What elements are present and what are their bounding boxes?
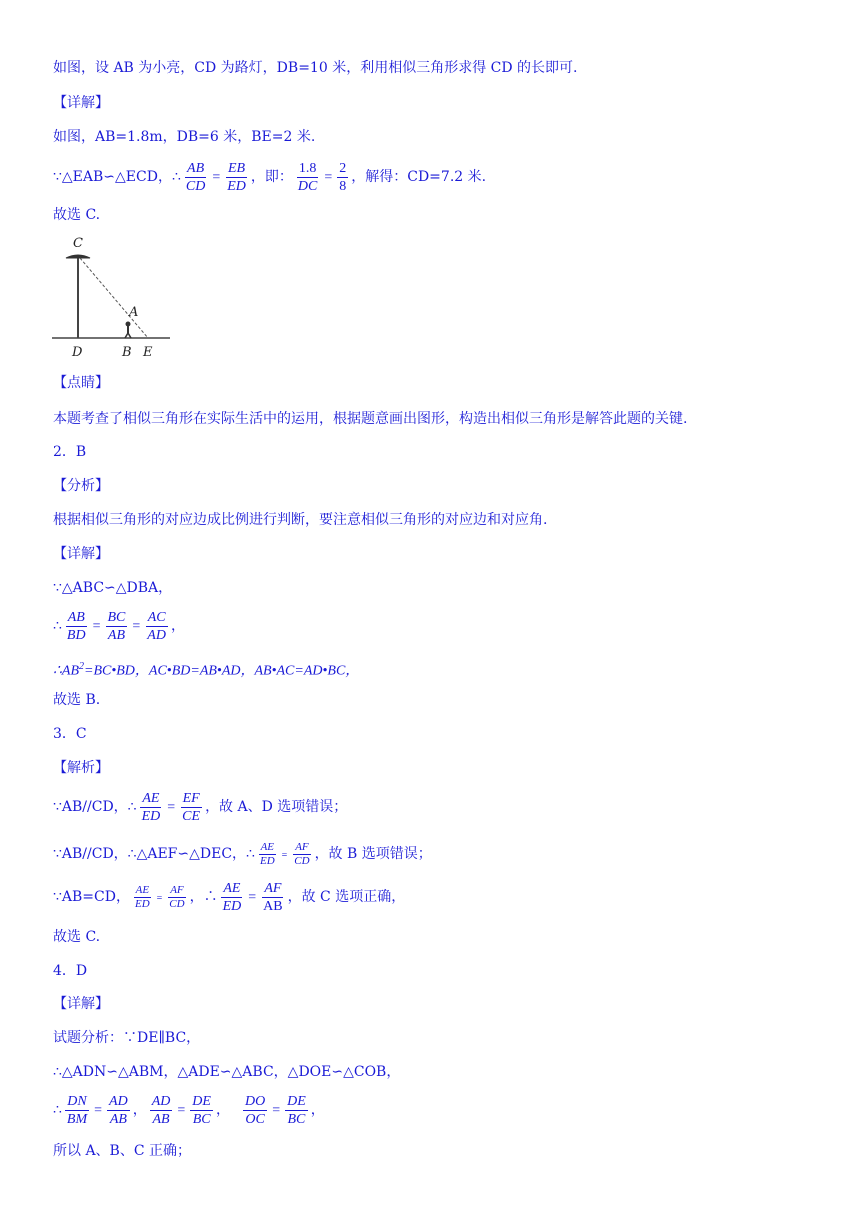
label-d: D: [72, 345, 83, 360]
question-3-answer: 3．C: [53, 726, 87, 742]
ratio-equations-4: ∴ $\frac{DN}{BM}$ = $\frac{AD}{AB}$ ， $\frac{AD}{AB}$ = $\frac{DE}{BC}$ ， $\frac{DO}{OC}$ = $\frac{DE}{BC}$ ，: [53, 1093, 325, 1127]
question-4-answer: 4．D: [53, 963, 88, 979]
ratio-equation-2: ∴ $\frac{AB}{BD}$ = $\frac{BC}{AB}$ = $\frac{AC}{AD}$ ，: [53, 609, 185, 643]
fraction-do-oc: $\frac{DO}{OC}$: [244, 1093, 266, 1127]
product-relations: $\therefore AB^2=BC•BD$，AC•BD=AB•AD，AB•AC=AD•BC，: [53, 661, 360, 679]
similarity-equation: ∵△EAB∽△ECD，∴ $\frac{AB}{CD}$ = $\frac{EB}{ED}$ ，即： $\frac{1.8}{DC}$ = $\frac{2}{8}$ ，解得：CD=7.2 米.: [53, 160, 487, 194]
fraction-ab-bd: $\frac{AB}{BD}$: [66, 609, 86, 643]
fraction-ae-ed: $\frac{AE}{ED}$: [141, 790, 161, 824]
paragraph-intro: 如图，设 AB 为小亮，CD 为路灯，DB=10 米，利用相似三角形求得 CD 的长即可.: [53, 60, 578, 76]
fraction-af-cd-small-2: $\frac{AF}{CD}$: [169, 883, 185, 910]
diagram-svg: [52, 232, 172, 362]
fraction-ac-ad: $\frac{AC}{AD}$: [147, 609, 166, 643]
similarity-text-mid: ，即：: [250, 169, 293, 185]
fraction-eb-ed: $\frac{EB}{ED}$: [227, 160, 246, 194]
section-heading-note: 【点睛】: [53, 375, 109, 391]
label-a: A: [129, 305, 139, 320]
similarity-statement-2: ∵△ABC∽△DBA，: [53, 580, 173, 596]
question-2-answer: 2．B: [53, 444, 87, 460]
fraction-af-cd-small: $\frac{AF}{CD}$: [294, 840, 310, 867]
fraction-ad-ab-2: $\frac{AD}{AB}$: [151, 1093, 171, 1127]
fraction-dn-bm: $\frac{DN}{BM}$: [66, 1093, 88, 1127]
fraction-ef-ce: $\frac{EF}{CE}$: [182, 790, 201, 824]
fraction-1-8-dc: $\frac{1.8}{DC}$: [297, 160, 318, 194]
answer-choice-b: 故选 B.: [53, 692, 101, 708]
person-head: [126, 322, 131, 327]
fraction-de-bc-2: $\frac{DE}{BC}$: [287, 1093, 306, 1127]
fraction-ae-ed-small-2: $\frac{AE}{ED}$: [134, 883, 150, 910]
parallel-ratio-line-1: ∵AB//CD，∴ $\frac{AE}{ED}$ = $\frac{EF}{CE}$ ，故 A、D 选项错误；: [53, 790, 348, 824]
analysis-text: 根据相似三角形的对应边成比例进行判断，要注意相似三角形的对应边和对应角.: [53, 512, 548, 528]
fraction-de-bc: $\frac{DE}{BC}$: [192, 1093, 211, 1127]
fraction-ab-cd: $\frac{AB}{CD}$: [185, 160, 206, 194]
section-heading-detail-2: 【详解】: [53, 546, 109, 562]
similarity-text-start: ∵△EAB∽△ECD，∴: [53, 169, 181, 185]
fraction-af-ab: $\frac{AF}{AB}$: [263, 880, 283, 914]
parallel-statement: 试题分析：∵DE∥BC，: [53, 1030, 201, 1046]
similarity-text-end: ，解得：CD=7.2 米.: [351, 169, 487, 185]
parallel-ratio-line-2: ∵AB//CD，∴△AEF∽△DEC，∴ $\frac{AE}{ED}$ = $\frac{AF}{CD}$ ，故 B 选项错误；: [53, 840, 432, 867]
fraction-ae-ed-small: $\frac{AE}{ED}$: [259, 840, 275, 867]
note-text: 本题考查了相似三角形在实际生活中的运用，根据题意画出图形，构造出相似三角形是解答此题的关键.: [53, 411, 688, 427]
similar-triangles-list: ∴△ADN∽△ABM，△ADE∽△ABC，△DOE∽△COB，: [53, 1064, 401, 1080]
fraction-ae-ed-2: $\frac{AE}{ED}$: [222, 880, 242, 914]
fraction-ad-ab: $\frac{AD}{AB}$: [109, 1093, 128, 1127]
fraction-2-8: $\frac{2}{8}$: [339, 160, 347, 194]
label-c: C: [73, 236, 83, 251]
label-e: E: [143, 345, 153, 360]
streetlight-diagram: [52, 232, 172, 362]
label-b: B: [122, 345, 132, 360]
conclusion-text: 所以 A、B、C 正确；: [53, 1143, 192, 1159]
light-ray: [80, 258, 148, 338]
section-heading-detail-4: 【详解】: [53, 996, 109, 1012]
given-values: 如图，AB=1.8m，DB=6 米，BE=2 米.: [53, 129, 316, 145]
answer-choice-c-2: 故选 C.: [53, 929, 101, 945]
section-heading-detail: 【详解】: [53, 95, 109, 111]
section-heading-analysis: 【分析】: [53, 478, 109, 494]
section-heading-jiexi: 【解析】: [53, 760, 109, 776]
parallel-ratio-line-3: ∵AB=CD， $\frac{AE}{ED}$ = $\frac{AF}{CD}$ ，∴ $\frac{AE}{ED}$ = $\frac{AF}{AB}$ ，故 C 选项正确，: [53, 880, 406, 914]
fraction-bc-ab: $\frac{BC}{AB}$: [107, 609, 126, 643]
answer-choice-c: 故选 C.: [53, 207, 101, 223]
lamp-head: [66, 255, 90, 258]
